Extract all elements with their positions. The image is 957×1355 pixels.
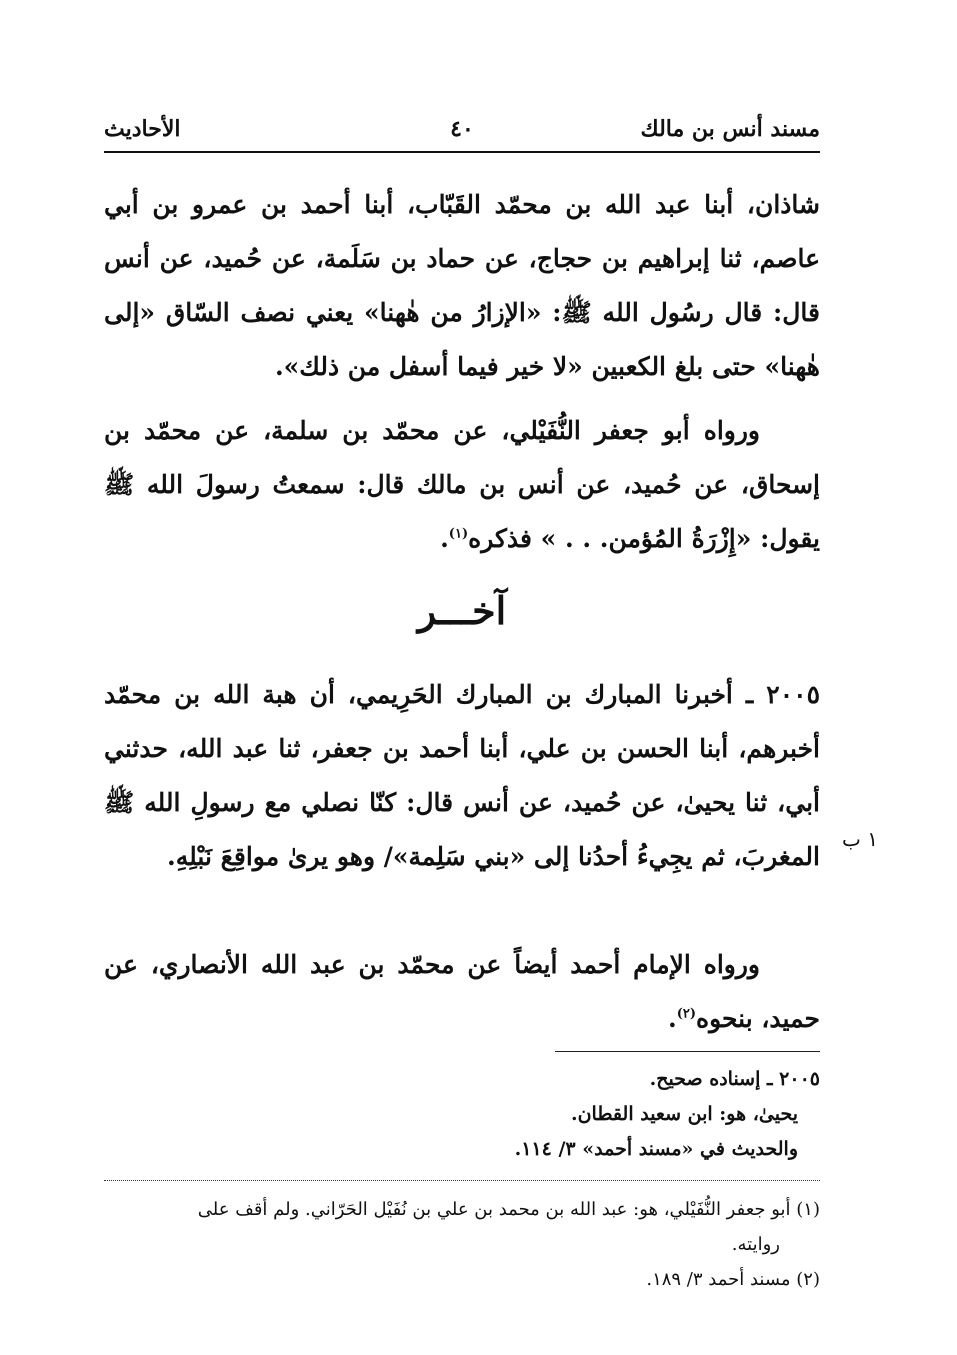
note-musnad: والحديث في «مسند أحمد» ٣/ ١١٤. bbox=[514, 1138, 798, 1160]
section-heading-text: آخـــر bbox=[417, 588, 507, 633]
header-book-title: مسند أنس بن مالك bbox=[640, 116, 820, 142]
paragraph-4-end: . bbox=[667, 1004, 677, 1033]
paragraph-2-end: . bbox=[440, 524, 449, 553]
footnote-1: (١) أبو جعفر النُّفَيْلي، هو: عبد الله بن محمد بن علي بن نُفَيْل الحَرّاني. ولم أقف على bbox=[197, 1199, 820, 1220]
footnote-ref-1: (١) bbox=[448, 526, 469, 542]
paragraph-2-text: ورواه أبو جعفر النُّفَيْلي، عن محمّد بن سلمة، عن محمّد بن إسحاق، عن حُميد، عن أنس بن مالك قال: سمعتُ رسولَ الله ﷺ يقول: «إِزْرَةُ المُؤمن. . . » فذكره bbox=[104, 416, 820, 553]
footnotes bbox=[104, 1192, 820, 1297]
editor-notes bbox=[104, 1062, 820, 1167]
section-heading bbox=[104, 588, 820, 633]
paragraph-4-text: ورواه الإمام أحمد أيضاً عن محمّد بن عبد الله الأنصاري، عن حميد، بنحوه bbox=[104, 950, 820, 1033]
note-yahya: يحيىٰ، هو: ابن سعيد القطان. bbox=[570, 1103, 798, 1125]
footnote-1-continuation: روايته. bbox=[731, 1234, 780, 1255]
paragraph-4 bbox=[104, 938, 820, 1046]
running-header bbox=[104, 112, 820, 152]
paragraph-1: شاذان، أبنا عبد الله بن محمّد القَبّاب، أبنا أحمد بن عمرو بن أبي عاصم، ثنا إبراهيم بن حجاج، عن حماد بن سَلَمة، عن حُميد، عن أنس قال: قال رسُول الله ﷺ: «الإزارُ من هٰهنا» يعني نصف السّاق «إلى هٰهنا» حتى بلغ الكعبين «لا خير فيما أسفل من ذلك». bbox=[104, 190, 820, 381]
header-divider bbox=[104, 151, 820, 153]
footnotes-divider bbox=[104, 1180, 820, 1181]
header-section-title: الأحاديث bbox=[104, 116, 181, 142]
hadith-2005: ٢٠٠٥ ـ أخبرنا المبارك بن المبارك الحَرِيمي، أن هبة الله بن محمّد أخبرهم، أبنا الحسن بن علي، أبنا أحمد بن جعفر، ثنا عبد الله، حدثني أبي، ثنا يحيىٰ، عن حُميد، عن أنس قال: كنّا نصلي مع رسولِ الله ﷺ المغربَ، ثم يجِيءُ أحدُنا إلى «بني سَلِمة»/ وهو يرىٰ مواقِعَ نَبْلِهِ. bbox=[104, 680, 820, 871]
footnote-ref-2: (٢) bbox=[676, 1006, 696, 1022]
page-number: ٤٠ bbox=[450, 116, 474, 142]
manuscript-folio-marker: ١ ب bbox=[842, 827, 878, 851]
paragraph-2 bbox=[104, 404, 820, 566]
footnote-2: (٢) مسند أحمد ٣/ ١٨٩. bbox=[646, 1269, 820, 1290]
notes-divider bbox=[555, 1051, 820, 1052]
note-isnad: ٢٠٠٥ ـ إسناده صحيح. bbox=[649, 1068, 820, 1090]
